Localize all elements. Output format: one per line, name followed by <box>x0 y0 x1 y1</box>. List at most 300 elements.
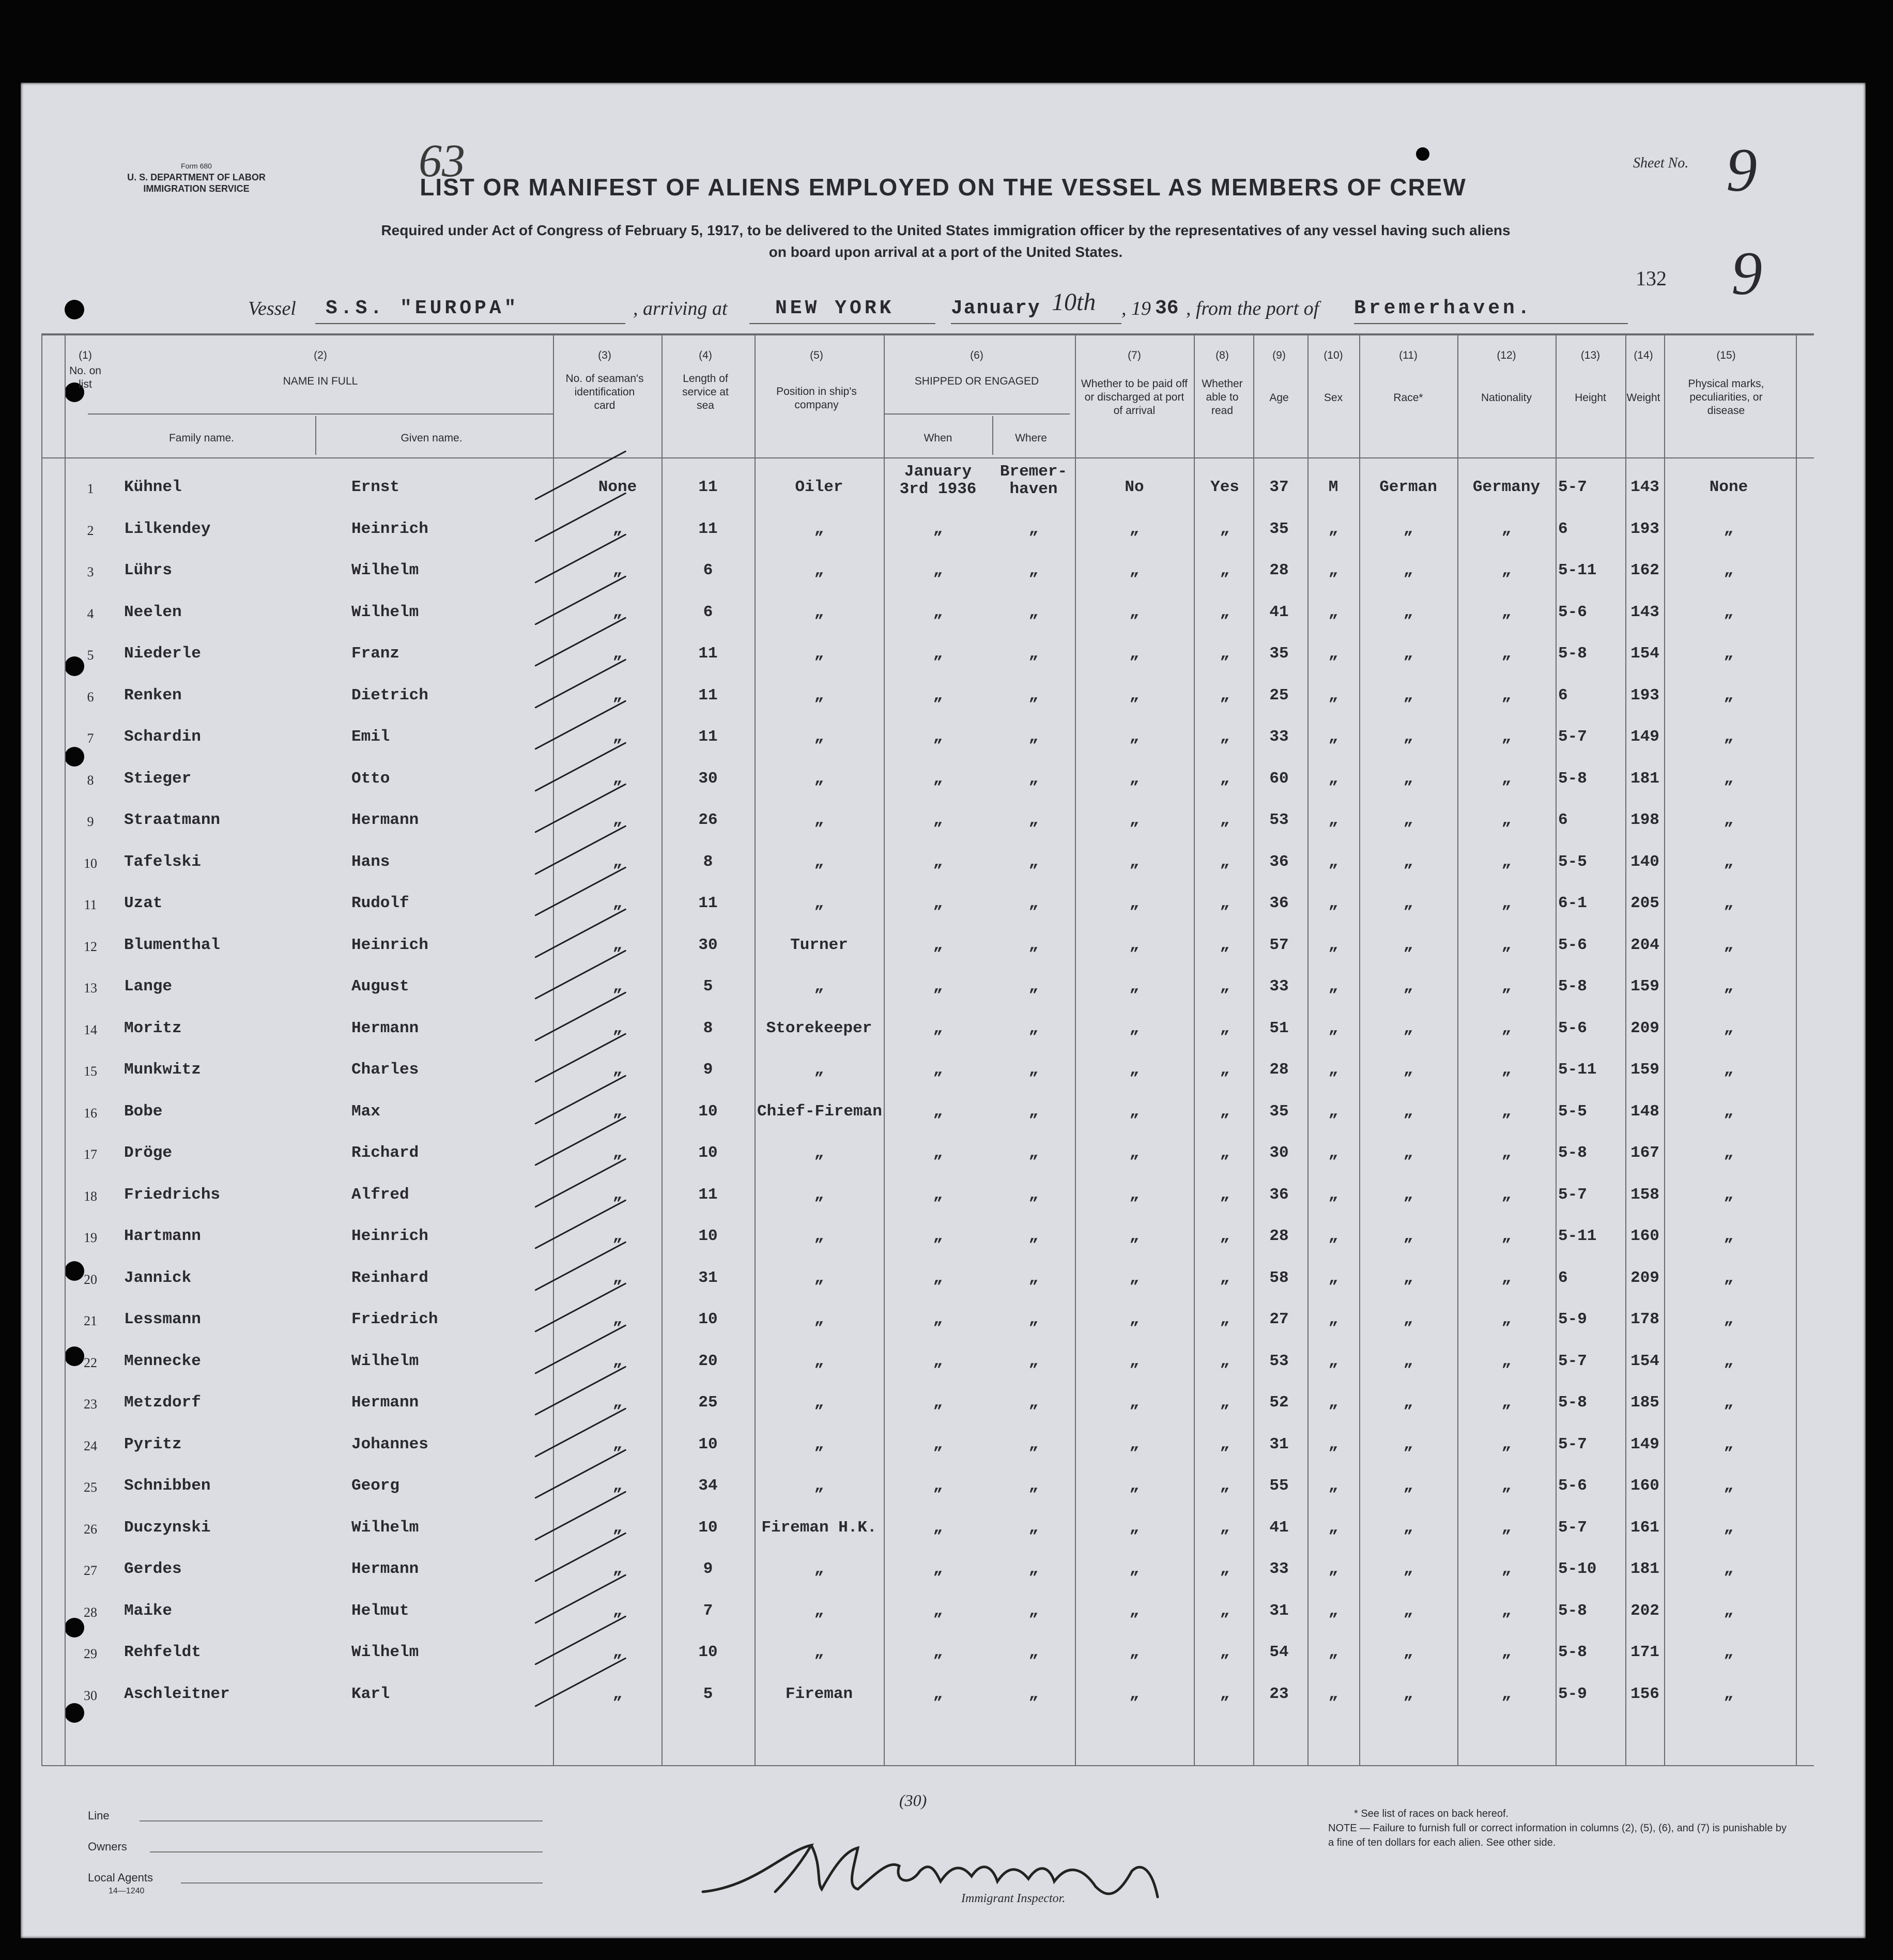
cell-race: „ <box>1403 1019 1413 1037</box>
cell-read: „ <box>1220 852 1230 871</box>
cell-card: „ <box>612 977 623 996</box>
cell-height: 5-6 <box>1558 603 1587 621</box>
cell-family: Friedrichs <box>124 1185 221 1204</box>
cell-given: Hermann <box>351 811 419 829</box>
cell-card: „ <box>612 1268 623 1287</box>
cell-race: „ <box>1403 728 1413 746</box>
punch-hole <box>1416 147 1429 161</box>
cell-height: 5-8 <box>1558 977 1587 996</box>
cell-card: „ <box>612 1560 623 1578</box>
cell-height: 5-8 <box>1558 1394 1587 1412</box>
cell-weight: 193 <box>1630 686 1659 705</box>
cell-where: „ <box>1028 1477 1039 1495</box>
cell-service: 10 <box>698 1518 718 1537</box>
cell-where: „ <box>1028 519 1039 538</box>
cell-race: „ <box>1403 519 1413 538</box>
cell-weight: 143 <box>1630 478 1659 496</box>
col-1-number: (1) <box>79 349 92 361</box>
cell-card: „ <box>612 852 623 871</box>
cell-card: „ <box>612 894 623 912</box>
cell-race: „ <box>1403 1310 1413 1328</box>
cell-given: Dietrich <box>351 686 428 705</box>
page-subtitle <box>248 220 1643 263</box>
cell-given: Otto <box>351 769 390 788</box>
cell-marks: „ <box>1723 686 1734 705</box>
cell-marks: „ <box>1723 1685 1734 1703</box>
cell-marks: „ <box>1723 645 1734 663</box>
cell-no: 8 <box>87 772 94 788</box>
cell-card: „ <box>612 769 623 788</box>
cell-family: Maike <box>124 1601 173 1620</box>
cell-given: Wilhelm <box>351 561 419 579</box>
cell-height: 5-7 <box>1558 728 1587 746</box>
cell-service: 10 <box>698 1643 718 1661</box>
cell-card: „ <box>612 519 623 538</box>
col-4-header: Length of service at sea <box>682 373 729 411</box>
cell-read: „ <box>1220 1227 1230 1245</box>
cell-age: 60 <box>1269 769 1289 788</box>
cell-when: „ <box>933 936 943 954</box>
print-code: 14—1240 <box>109 1887 145 1895</box>
cell-no: 4 <box>87 606 94 621</box>
cell-no: 13 <box>84 981 97 996</box>
cell-family: Schnibben <box>124 1477 211 1495</box>
cell-race: „ <box>1403 561 1413 579</box>
cell-no: 25 <box>84 1480 97 1495</box>
cell-family: Hartmann <box>124 1227 201 1245</box>
col-11-number: (11) <box>1399 349 1418 361</box>
cell-read: „ <box>1220 1144 1230 1162</box>
cell-given: Hans <box>351 852 390 871</box>
vessel-line <box>52 288 1835 328</box>
col-12-header: Nationality <box>1481 392 1532 404</box>
cell-read: „ <box>1220 1102 1230 1121</box>
cell-given: Max <box>351 1102 380 1121</box>
col-3-number: (3) <box>598 349 611 361</box>
cell-when: „ <box>933 1601 943 1620</box>
cell-read: Yes <box>1210 478 1239 496</box>
cell-position: „ <box>814 728 824 746</box>
cell-marks: „ <box>1723 1019 1734 1037</box>
cell-position: Fireman <box>785 1685 853 1703</box>
cell-service: 9 <box>703 1560 713 1578</box>
cell-age: 28 <box>1269 561 1289 579</box>
cell-family: Pyritz <box>124 1435 182 1453</box>
cell-height: 5-7 <box>1558 1435 1587 1453</box>
cell-age: 57 <box>1269 936 1289 954</box>
cell-weight: 160 <box>1630 1227 1659 1245</box>
cell-marks: „ <box>1723 1560 1734 1578</box>
cell-nationality: „ <box>1501 1227 1512 1245</box>
cell-where: „ <box>1028 1352 1039 1370</box>
cell-marks: „ <box>1723 894 1734 912</box>
cell-height: 6 <box>1558 1268 1568 1287</box>
cell-weight: 204 <box>1630 936 1659 954</box>
cell-nationality: „ <box>1501 1477 1512 1495</box>
col-14-header: Weight <box>1626 392 1660 404</box>
cell-read: „ <box>1220 1435 1230 1453</box>
col-8-number: (8) <box>1215 349 1229 361</box>
cell-weight: 161 <box>1630 1518 1659 1537</box>
cell-given: Ernst <box>351 478 400 496</box>
cell-card: „ <box>612 1144 623 1162</box>
cell-age: 36 <box>1269 894 1289 912</box>
cell-when: „ <box>933 769 943 788</box>
cell-position: „ <box>814 1435 824 1453</box>
cell-nationality: „ <box>1501 728 1512 746</box>
cell-race: „ <box>1403 936 1413 954</box>
cell-marks: „ <box>1723 1394 1734 1412</box>
cell-read: „ <box>1220 1310 1230 1328</box>
cell-age: 41 <box>1269 1518 1289 1537</box>
cell-given: Richard <box>351 1144 419 1162</box>
cell-family: Jannick <box>124 1268 192 1287</box>
cell-race: „ <box>1403 1268 1413 1287</box>
cell-weight: 198 <box>1630 811 1659 829</box>
cell-race: „ <box>1403 1435 1413 1453</box>
cell-paid: „ <box>1129 894 1140 912</box>
cell-position: „ <box>814 811 824 829</box>
owners-label: Owners <box>88 1840 127 1853</box>
cell-age: 27 <box>1269 1310 1289 1328</box>
cell-nationality: „ <box>1501 1185 1512 1204</box>
cell-given: Johannes <box>351 1435 428 1453</box>
cell-race: „ <box>1403 1061 1413 1079</box>
cell-race: „ <box>1403 1601 1413 1620</box>
col-11-header: Race* <box>1393 392 1423 404</box>
cell-given: Reinhard <box>351 1268 428 1287</box>
cell-when: „ <box>933 1560 943 1578</box>
cell-position: „ <box>814 977 824 996</box>
cell-card: „ <box>612 645 623 663</box>
cell-family: Lilkendey <box>124 519 211 538</box>
cell-when: „ <box>933 1518 943 1537</box>
cell-nationality: „ <box>1501 936 1512 954</box>
service-name: IMMIGRATION SERVICE <box>143 183 250 194</box>
cell-given: Karl <box>351 1685 390 1703</box>
cell-where: „ <box>1028 1518 1039 1537</box>
cell-given: Wilhelm <box>351 603 419 621</box>
cell-when: „ <box>933 1102 943 1121</box>
cell-card: „ <box>612 936 623 954</box>
cell-where: „ <box>1028 1601 1039 1620</box>
cell-position: „ <box>814 1643 824 1661</box>
cell-position: „ <box>814 1352 824 1370</box>
crew-table <box>41 333 1814 1765</box>
cell-race: German <box>1379 478 1437 496</box>
cell-sex: „ <box>1328 1061 1338 1079</box>
cell-where: Bremer- <box>999 463 1068 481</box>
cell-service: 9 <box>703 1061 713 1079</box>
cell-marks: „ <box>1723 1144 1734 1162</box>
arrival-year: 36 <box>1155 297 1179 319</box>
cell-family: Tafelski <box>124 852 201 871</box>
cell-height: 6 <box>1558 519 1568 538</box>
cell-read: „ <box>1220 728 1230 746</box>
cell-position: „ <box>814 852 824 871</box>
cell-service: 6 <box>703 603 713 621</box>
cell-sex: M <box>1328 478 1338 496</box>
cell-paid: „ <box>1129 1601 1140 1620</box>
cell-age: 33 <box>1269 977 1289 996</box>
cell-when: „ <box>933 977 943 996</box>
cell-card: „ <box>612 1394 623 1412</box>
col-12-number: (12) <box>1497 349 1516 361</box>
cell-race: „ <box>1403 1518 1413 1537</box>
cell-no: 9 <box>87 814 94 829</box>
cell-marks: „ <box>1723 1352 1734 1370</box>
cell-marks: „ <box>1723 852 1734 871</box>
cell-nationality: „ <box>1501 603 1512 621</box>
cell-nationality: „ <box>1501 1352 1512 1370</box>
cell-paid: „ <box>1129 1394 1140 1412</box>
cell-paid: „ <box>1129 1352 1140 1370</box>
cell-service: 25 <box>698 1394 718 1412</box>
cell-service: 8 <box>703 852 713 871</box>
cell-no: 16 <box>84 1105 97 1121</box>
cell-when: „ <box>933 1477 943 1495</box>
cell-nationality: Germany <box>1472 478 1541 496</box>
cell-read: „ <box>1220 1685 1230 1703</box>
cell-height: 5-8 <box>1558 1144 1587 1162</box>
cell-nationality: „ <box>1501 1601 1512 1620</box>
cell-when: „ <box>933 1352 943 1370</box>
cell-age: 55 <box>1269 1477 1289 1495</box>
inspector-signature <box>692 1840 1183 1902</box>
cell-age: 35 <box>1269 1102 1289 1121</box>
cell-height: 5-7 <box>1558 1518 1587 1537</box>
cell-card: „ <box>612 1643 623 1661</box>
cell-read: „ <box>1220 1601 1230 1620</box>
cell-given: Helmut <box>351 1601 409 1620</box>
cell-read: „ <box>1220 645 1230 663</box>
cell-paid: „ <box>1129 1435 1140 1453</box>
cell-age: 31 <box>1269 1435 1289 1453</box>
cell-position: „ <box>814 1227 824 1245</box>
cell-family: Renken <box>124 686 182 705</box>
cell-given: Friedrich <box>351 1310 438 1328</box>
cell-service: 10 <box>698 1144 718 1162</box>
cell-where: „ <box>1028 769 1039 788</box>
cell-given: Rudolf <box>351 894 409 912</box>
cell-race: „ <box>1403 1685 1413 1703</box>
cell-race: „ <box>1403 852 1413 871</box>
col-9-number: (9) <box>1272 349 1286 361</box>
cell-where: „ <box>1028 1560 1039 1578</box>
cell-age: 54 <box>1269 1643 1289 1661</box>
cell-service: 11 <box>698 519 718 538</box>
cell-sex: „ <box>1328 1102 1338 1121</box>
penalty-note: NOTE — Failure to furnish full or correct information in columns (2), (5), (6), and (7) is punishable by a fine of ten dollars for each alien. See other side. <box>1328 1823 1787 1848</box>
cell-marks: „ <box>1723 977 1734 996</box>
cell-service: 10 <box>698 1227 718 1245</box>
cell-marks: „ <box>1723 1477 1734 1495</box>
cell-when: „ <box>933 1435 943 1453</box>
cell-where: „ <box>1028 1643 1039 1661</box>
cell-sex: „ <box>1328 1268 1338 1287</box>
cell-card: „ <box>612 686 623 705</box>
cell-service: 20 <box>698 1352 718 1370</box>
manifest-sheet <box>21 83 1866 1938</box>
cell-height: 6-1 <box>1558 894 1587 912</box>
col-2-header: NAME IN FULL <box>283 375 358 387</box>
cell-nationality: „ <box>1501 811 1512 829</box>
cell-paid: „ <box>1129 1477 1140 1495</box>
col-15-number: (15) <box>1716 349 1736 361</box>
cell-paid: „ <box>1129 1643 1140 1661</box>
cell-when: January <box>904 463 972 481</box>
cell-weight: 171 <box>1630 1643 1659 1661</box>
cell-where: „ <box>1028 1435 1039 1453</box>
col-7-number: (7) <box>1128 349 1141 361</box>
cell-sex: „ <box>1328 645 1338 663</box>
cell-sex: „ <box>1328 894 1338 912</box>
cell-service: 7 <box>703 1601 713 1620</box>
total-count: (30) <box>899 1791 927 1810</box>
cell-position: Oiler <box>795 478 843 496</box>
cell-card: „ <box>612 1185 623 1204</box>
cell-nationality: „ <box>1501 769 1512 788</box>
cell-marks: „ <box>1723 603 1734 621</box>
col-6-number: (6) <box>970 349 983 361</box>
cell-family: Aschleitner <box>124 1685 230 1703</box>
cell-height: 5-5 <box>1558 852 1587 871</box>
cell-age: 28 <box>1269 1061 1289 1079</box>
cell-nationality: „ <box>1501 1268 1512 1287</box>
cell-no: 2 <box>87 523 94 538</box>
cell-age: 41 <box>1269 603 1289 621</box>
subtitle-line-2: on board upon arrival at a port of the United States. <box>768 244 1123 260</box>
cell-sex: „ <box>1328 1019 1338 1037</box>
cell-service: 11 <box>698 728 718 746</box>
cell-family: Straatmann <box>124 811 221 829</box>
cell-family: Lührs <box>124 561 173 579</box>
cell-weight: 158 <box>1630 1185 1659 1204</box>
cell-given: Hermann <box>351 1394 419 1412</box>
cell-where: „ <box>1028 1019 1039 1037</box>
cell-weight: 209 <box>1630 1019 1659 1037</box>
cell-weight: 181 <box>1630 769 1659 788</box>
cell-family: Kühnel <box>124 478 182 496</box>
page-title: LIST OR MANIFEST OF ALIENS EMPLOYED ON THE VESSEL AS MEMBERS OF CREW <box>420 174 1467 201</box>
cell-weight: 156 <box>1630 1685 1659 1703</box>
cell-when: „ <box>933 811 943 829</box>
form-number: Form 680 <box>181 162 212 170</box>
cell-given: Wilhelm <box>351 1643 419 1661</box>
cell-where: „ <box>1028 1102 1039 1121</box>
cell-no: 30 <box>84 1688 97 1703</box>
col-13-header: Height <box>1575 392 1606 404</box>
cell-race: „ <box>1403 1227 1413 1245</box>
cell-when: „ <box>933 1685 943 1703</box>
from-label: , from the port of <box>1186 298 1319 319</box>
cell-sex: „ <box>1328 1560 1338 1578</box>
cell-height: 5-11 <box>1558 561 1597 579</box>
cell-read: „ <box>1220 1185 1230 1204</box>
races-note: * See list of races on back hereof. <box>1354 1808 1509 1819</box>
cell-nationality: „ <box>1501 1019 1512 1037</box>
cell-marks: „ <box>1723 1601 1734 1620</box>
cell-given: Heinrich <box>351 1227 428 1245</box>
cell-where: „ <box>1028 1227 1039 1245</box>
cell-where: „ <box>1028 977 1039 996</box>
cell-paid: „ <box>1129 1061 1140 1079</box>
cell-weight: 154 <box>1630 1352 1659 1370</box>
cell-sex: „ <box>1328 1310 1338 1328</box>
cell-when: „ <box>933 1185 943 1204</box>
cell-no: 27 <box>84 1563 97 1578</box>
cell-age: 37 <box>1269 478 1289 496</box>
cell-nationality: „ <box>1501 519 1512 538</box>
cell-race: „ <box>1403 769 1413 788</box>
cell-weight: 202 <box>1630 1601 1659 1620</box>
cell-where: „ <box>1028 894 1039 912</box>
cell-marks: „ <box>1723 769 1734 788</box>
cell-read: „ <box>1220 811 1230 829</box>
col-13-number: (13) <box>1580 349 1600 361</box>
cell-where: „ <box>1028 852 1039 871</box>
cell-read: „ <box>1220 1518 1230 1537</box>
sheet-number-repeat: 9 <box>1731 239 1762 308</box>
sheet-number: 9 <box>1726 135 1757 204</box>
cell-when: „ <box>933 1061 943 1079</box>
cell-marks: „ <box>1723 936 1734 954</box>
cell-given: Wilhelm <box>351 1352 419 1370</box>
cell-where: „ <box>1028 1061 1039 1079</box>
cell-given: Franz <box>351 645 400 663</box>
cell-card: „ <box>612 1019 623 1037</box>
cell-service: 10 <box>698 1310 718 1328</box>
cell-age: 30 <box>1269 1144 1289 1162</box>
cell-given: Hermann <box>351 1560 419 1578</box>
cell-service: 31 <box>698 1268 718 1287</box>
arrival-port: NEW YORK <box>775 297 895 319</box>
subtitle-line-1: Required under Act of Congress of February 5, 1917, to be delivered to the United States immigration officer by the representatives of any vessel having such aliens <box>381 222 1511 238</box>
cell-read: „ <box>1220 1352 1230 1370</box>
cell-marks: „ <box>1723 1643 1734 1661</box>
cell-given: Charles <box>351 1061 419 1079</box>
year-prefix: , 19 <box>1121 298 1151 319</box>
cell-paid: „ <box>1129 852 1140 871</box>
cell-when: „ <box>933 645 943 663</box>
cell-paid: „ <box>1129 686 1140 705</box>
cell-family: Stieger <box>124 769 192 788</box>
cell-race: „ <box>1403 811 1413 829</box>
cell-position: „ <box>814 519 824 538</box>
cell-service: 11 <box>698 478 718 496</box>
cell-card: „ <box>612 811 623 829</box>
cell-family: Neelen <box>124 603 182 621</box>
cell-weight: 149 <box>1630 728 1659 746</box>
cell-age: 51 <box>1269 1019 1289 1037</box>
cell-height: 5-8 <box>1558 1643 1587 1661</box>
cell-height: 5-7 <box>1558 478 1587 496</box>
cell-family: Gerdes <box>124 1560 182 1578</box>
cell-race: „ <box>1403 1185 1413 1204</box>
cell-service: 11 <box>698 645 718 663</box>
cell-age: 53 <box>1269 1352 1289 1370</box>
col-9-header: Age <box>1269 392 1289 404</box>
cell-read: „ <box>1220 1268 1230 1287</box>
cell-no: 12 <box>84 939 97 954</box>
cell-sex: „ <box>1328 519 1338 538</box>
col-5-header: Position in ship's company <box>776 386 857 411</box>
vessel-name: S.S. "EUROPA" <box>326 297 519 319</box>
cell-age: 35 <box>1269 645 1289 663</box>
cell-paid: „ <box>1129 936 1140 954</box>
cell-paid: „ <box>1129 1518 1140 1537</box>
cell-card: „ <box>612 561 623 579</box>
